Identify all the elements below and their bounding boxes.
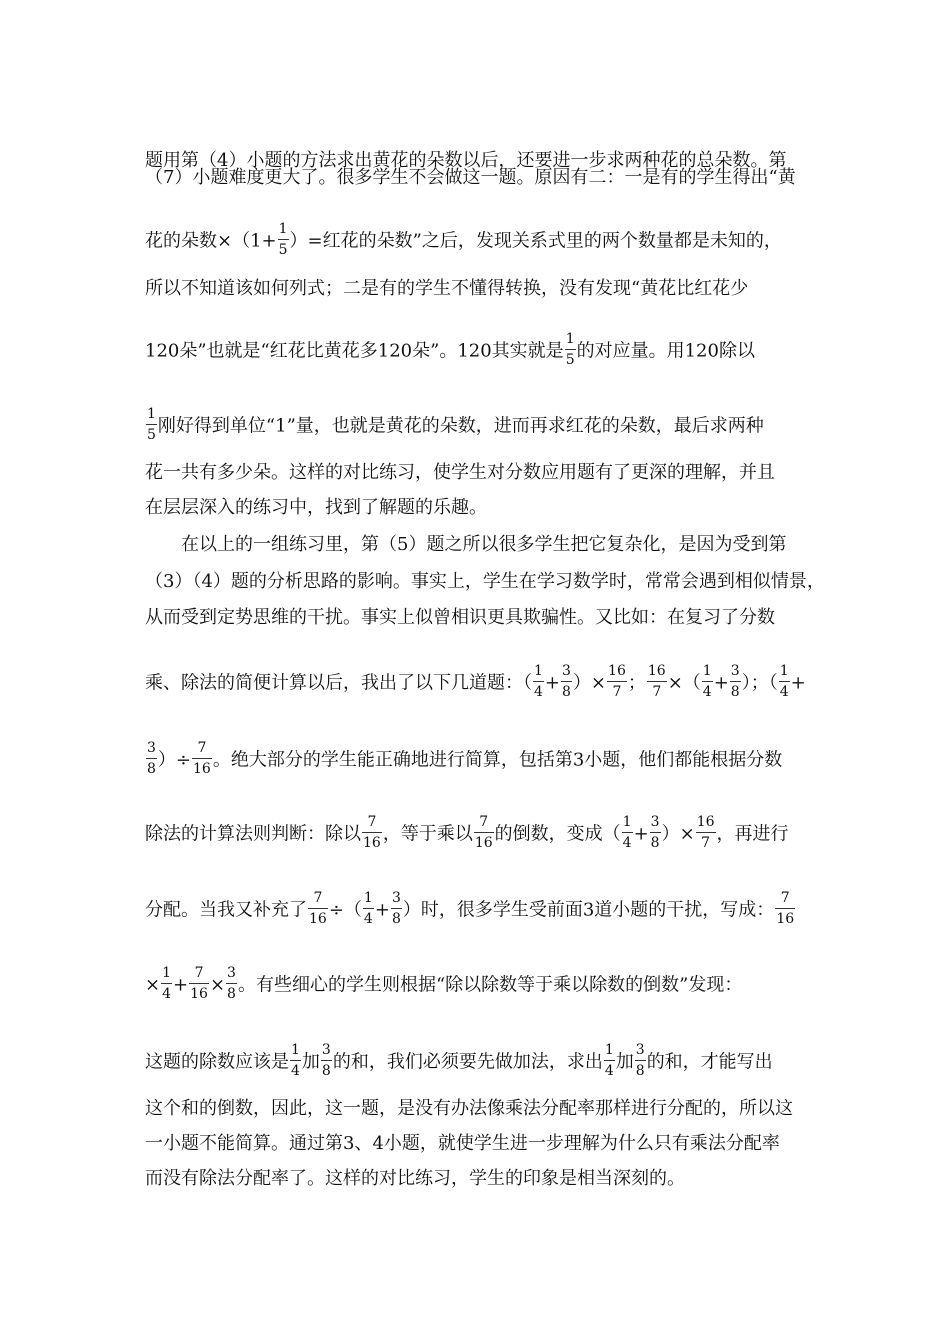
fraction-three-eighths: $\frac{3}{8}$ [562,663,571,700]
fraction-sixteen-sevenths: $\frac{16}{7}$ [696,814,715,851]
text-line: 在层层深入的练习中，找到了解题的乐趣。 [145,497,487,518]
text-line: 所以不知道该如何列式；二是有的学生不懂得转换，没有发现“黄花比红花少 [145,278,749,299]
fraction-one-quarter: $\frac{1}{4}$ [291,1042,300,1079]
text-line: 分配。当我又补充了 $\frac{7}{16}$ ÷（ $\frac{1}{4}$ + $\frac{3}{8}$ ）时，很多学生受前面3道小题的干扰，写成： $\frac{7}{16}$ [145,890,795,927]
text-line: × $\frac{1}{4}$ + $\frac{7}{16}$ × $\frac{3}{8}$ 。有些细心的学生则根据“除以除数等于乘以除数的倒数”发现： [145,965,743,1002]
fraction-one-quarter: $\frac{1}{4}$ [779,663,789,700]
fraction-one-quarter: $\frac{1}{4}$ [363,890,373,927]
text-line: （3）（4）题的分析思路的影响。事实上，学生在学习数学时，常常会遇到相似情景， [145,571,825,592]
text-line: 题用第（4）小题的方法求出黄花的朵数以后，还要进一步求两种花的总朵数。第 [145,150,787,171]
fraction-seven-sixteenths: $\frac{7}{16}$ [363,814,381,851]
fraction-one-quarter: $\frac{1}{4}$ [162,965,172,1002]
text-line: 在以上的一组练习里，第（5）题之所以很多学生把它复杂化，是因为受到第 [181,534,787,555]
text-line: 乘、除法的简便计算以后，我出了以下几道题：（ $\frac{1}{4}$ + $\frac{3}{8}$ ）× $\frac{16}{7}$ ； $\frac{16}{7}$ ×（ $\frac{1}{4}$ + $\frac{3}{8}$ ）；（ $\frac{1}{4}$ + [145,663,806,700]
fraction-seven-sixteenths: $\frac{7}{16}$ [190,965,208,1002]
text-line: $\frac{3}{8}$ ）÷ $\frac{7}{16}$ 。绝大部分的学生能正确地进行简算，包括第3小题，他们都能根据分数 [147,740,783,777]
fraction-three-eighths: $\frac{3}{8}$ [227,965,236,1002]
text-line: 一小题不能简算。通过第3、4小题，就使学生进一步理解为什么只有乘法分配率 [145,1133,780,1154]
fraction-seven-sixteenths: $\frac{7}{16}$ [474,814,493,851]
text-line: （7）小题难度更大了。很多学生不会做这一题。原因有二：一是有的学生得出“黄 [145,167,796,188]
fraction-sixteen-sevenths: $\frac{16}{7}$ [608,663,626,700]
fraction-three-eighths: $\frac{3}{8}$ [147,740,156,777]
text-line: 而没有除法分配率了。这样的对比练习，学生的印象是相当深刻的。 [145,1168,685,1189]
fraction-seven-sixteenths: $\frac{7}{16}$ [309,890,327,927]
text-line: 这个和的倒数，因此，这一题，是没有办法像乘法分配率那样进行分配的，所以这 [145,1098,793,1119]
text-line: $\frac{1}{5}$ 刚好得到单位“1”量，也就是黄花的朵数，进而再求红花的朵数，最后求两种 [147,406,764,443]
fraction-seven-sixteenths: $\frac{7}{16}$ [776,890,795,927]
fraction-one-fifth: $\frac{1}{5}$ [278,221,288,258]
fraction-three-eighths: $\frac{3}{8}$ [650,814,660,851]
text-line: 从而受到定势思维的干扰。事实上似曾相识更具欺骗性。又比如：在复习了分数 [145,607,775,628]
fraction-three-eighths: $\frac{3}{8}$ [391,890,401,927]
text-line: 120朵”也就是“红花比黄花多120朵”。120其实就是 $\frac{1}{5}$ 的对应量。用120除以 [145,331,755,368]
fraction-one-quarter: $\frac{1}{4}$ [604,1042,614,1079]
fraction-one-quarter: $\frac{1}{4}$ [622,814,632,851]
fraction-sixteen-sevenths: $\frac{16}{7}$ [647,663,666,700]
text-line: 花一共有多少朵。这样的对比练习，使学生对分数应用题有了更深的理解，并且 [145,462,775,483]
fraction-one-fifth: $\frac{1}{5}$ [565,331,575,368]
fraction-three-eighths: $\frac{3}{8}$ [321,1042,331,1079]
text-line: 花的朵数×（1+ $\frac{1}{5}$ ）=红花的朵数”之后，发现关系式里的两个数量都是未知的， [145,221,782,258]
fraction-one-quarter: $\frac{1}{4}$ [702,663,712,700]
fraction-three-eighths: $\frac{3}{8}$ [730,663,740,700]
fraction-one-fifth: $\frac{1}{5}$ [147,406,156,443]
fraction-one-quarter: $\frac{1}{4}$ [534,663,543,700]
text-line: 除法的计算法则判断：除以 $\frac{7}{16}$ ，等于乘以 $\frac{7}{16}$ 的倒数，变成（ $\frac{1}{4}$ + $\frac{3}{8}$ ）× $\frac{16}{7}$ ，再进行 [145,814,789,851]
text-line: 这题的除数应该是 $\frac{1}{4}$ 加 $\frac{3}{8}$ 的和，我们必须要先做加法，求出 $\frac{1}{4}$ 加 $\frac{3}{8}$ 的和，才能写出 [145,1042,773,1079]
fraction-three-eighths: $\frac{3}{8}$ [635,1042,645,1079]
fraction-seven-sixteenths: $\frac{7}{16}$ [193,740,211,777]
